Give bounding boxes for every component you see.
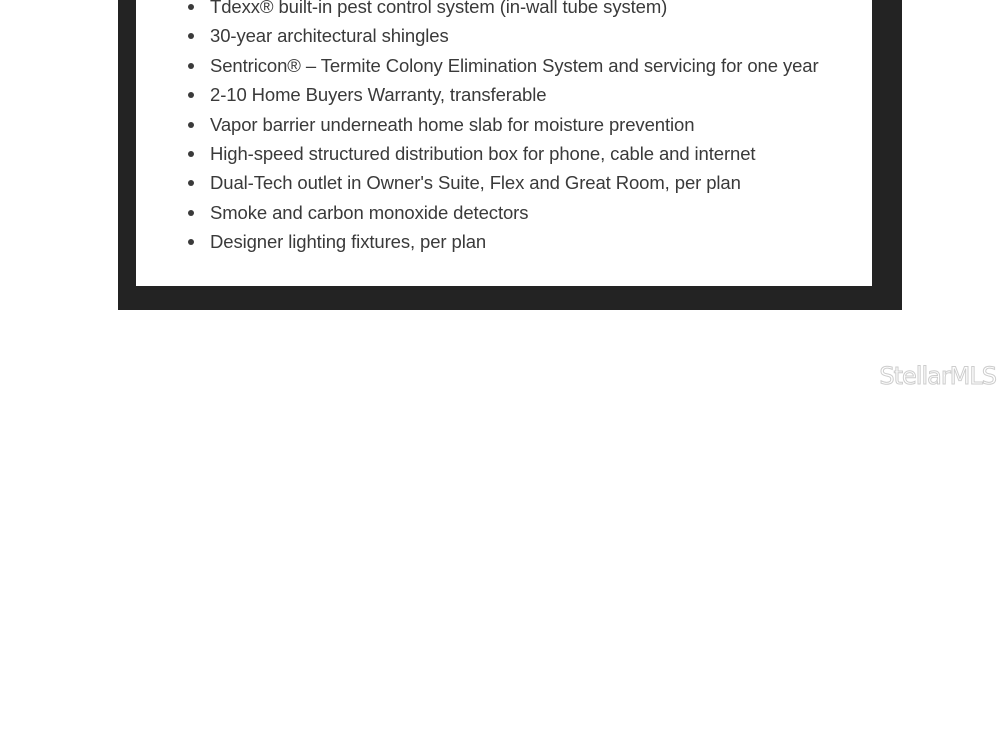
- feature-item: [136, 51, 819, 80]
- feature-item: [136, 168, 819, 197]
- feature-list: [136, 0, 819, 257]
- feature-item: [136, 227, 819, 256]
- bullet-icon: [188, 151, 194, 157]
- bullet-icon: [188, 210, 194, 216]
- bullet-icon: [188, 92, 194, 98]
- framed-feature-sheet: [118, 0, 902, 310]
- feature-text: 2-10 Home Buyers Warranty, transferable: [210, 84, 547, 106]
- feature-item: [136, 21, 819, 50]
- feature-text: Tdexx® built-in pest control system (in-wall tube system): [210, 0, 668, 17]
- stellarmls-watermark: StellarMLS: [879, 362, 996, 390]
- feature-text: Dual-Tech outlet in Owner's Suite, Flex and Great Room, per plan: [210, 172, 741, 194]
- feature-item: [136, 198, 819, 227]
- bullet-icon: [188, 4, 194, 10]
- feature-item: [136, 0, 819, 21]
- feature-item: [136, 80, 819, 109]
- bullet-icon: [188, 180, 194, 186]
- feature-item: [136, 110, 819, 139]
- feature-text: Vapor barrier underneath home slab for moisture prevention: [210, 113, 695, 135]
- feature-item: [136, 139, 819, 168]
- bullet-icon: [188, 63, 194, 69]
- feature-text: High-speed structured distribution box for phone, cable and internet: [210, 142, 756, 164]
- feature-text: Designer lighting fixtures, per plan: [210, 231, 487, 253]
- feature-text: Sentricon® – Termite Colony Elimination System and servicing for one year: [210, 54, 819, 76]
- feature-sheet: [136, 0, 872, 286]
- feature-text: 30-year architectural shingles: [210, 25, 449, 47]
- bullet-icon: [188, 122, 194, 128]
- bullet-icon: [188, 33, 194, 39]
- bullet-icon: [188, 239, 194, 245]
- feature-text: Smoke and carbon monoxide detectors: [210, 201, 529, 223]
